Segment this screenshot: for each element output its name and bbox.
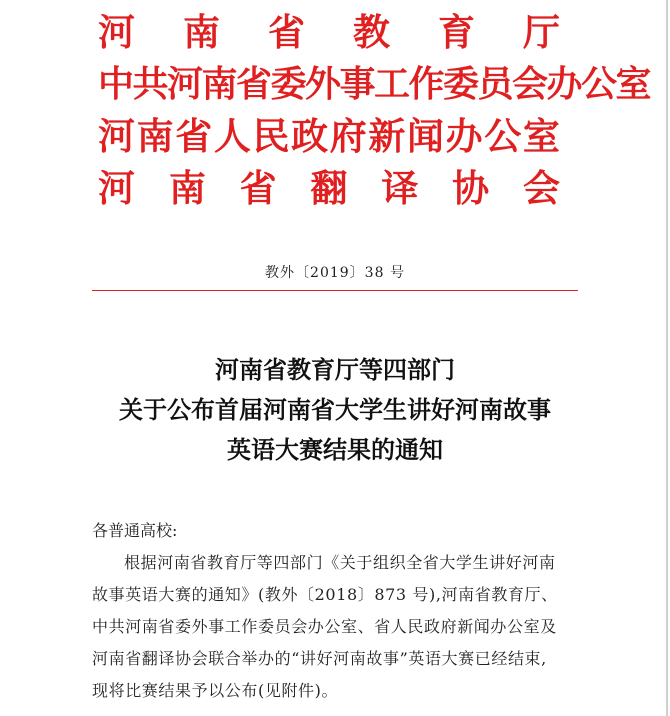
issuer-char: 新 [368, 114, 406, 158]
issuer-char: 翻 [310, 166, 348, 210]
paragraph-line-1: 根据河南省教育厅等四部门《关于组织全省大学生讲好河南 [124, 553, 556, 572]
issuer-char: 河 [98, 166, 135, 210]
issuer-char: 室 [522, 114, 560, 158]
issuer-char: 民 [252, 114, 290, 158]
issuing-authorities [98, 6, 651, 214]
issuer-translators-association [98, 162, 560, 214]
red-header-rule [92, 290, 578, 291]
document-title [0, 350, 670, 470]
title-line-3: 英语大赛结果的通知 [227, 435, 443, 464]
document-body [92, 515, 582, 707]
issuer-char: 人 [213, 114, 251, 158]
issuer-foreign-affairs-office: 中共河南省委外事工作委员会办公室 [98, 63, 651, 105]
issuer-press-office [98, 110, 560, 162]
issuer-char: 闻 [407, 114, 444, 158]
paragraph-line-3: 中共河南省委外事工作委员会办公室、省人民政府新闻办公室及 [92, 617, 557, 636]
paragraph-line-2: 故事英语大赛的通知》(教外〔2018〕873 号),河南省教育厅、 [92, 585, 558, 604]
issuer-char: 政 [291, 114, 329, 158]
issuer-char: 办 [445, 114, 483, 158]
issuer-char: 省 [239, 166, 277, 210]
paragraph-line-4: 河南省翻译协会联合举办的“讲好河南故事”英语大赛已经结束, [92, 649, 547, 668]
issuer-char: 育 [438, 10, 475, 54]
issuer-char: 府 [329, 114, 367, 158]
issuer-char: 河 [98, 114, 135, 158]
issuer-char: 公 [484, 114, 522, 158]
document-number: 教外〔2019〕38 号 [265, 265, 405, 281]
issuer-char: 南 [183, 10, 220, 54]
issuer-char: 会 [522, 166, 560, 210]
title-line-2: 关于公布首届河南省大学生讲好河南故事 [119, 395, 551, 424]
issuer-char: 厅 [523, 10, 560, 54]
paragraph-line-5: 现将比赛结果予以公布(见附件)。 [92, 681, 339, 700]
title-line-1: 河南省教育厅等四部门 [215, 355, 455, 384]
issuer-char: 协 [452, 166, 490, 210]
issuer-char: 省 [268, 10, 305, 54]
issuer-char: 省 [175, 114, 213, 158]
issuer-char: 译 [381, 166, 419, 210]
issuer-char: 南 [136, 114, 174, 158]
issuer-char: 南 [168, 166, 206, 210]
issuer-char: 教 [353, 10, 390, 54]
issuer-char: 河 [98, 10, 135, 54]
issuer-education-department [98, 6, 560, 58]
salutation: 各普通高校: [92, 521, 178, 540]
